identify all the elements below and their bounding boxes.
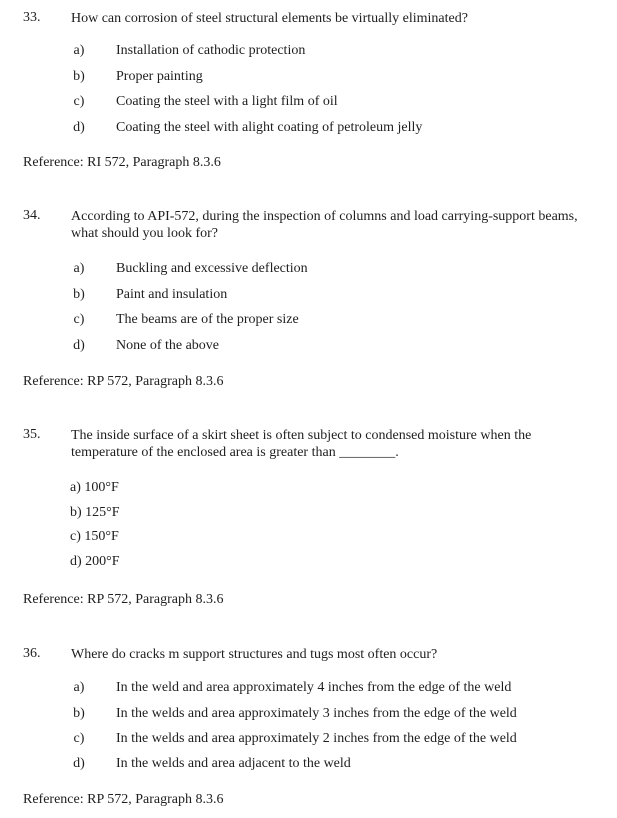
reference: Reference: RP 572, Paragraph 8.3.6 [23,792,224,807]
option-letter: c) [73,94,85,109]
option-d [0,338,617,356]
option-text: Coating the steel with a light film of oil [116,94,338,109]
option-a [0,261,617,279]
option-a: a) 100°F [70,480,119,495]
option-letter: a) [73,261,85,276]
question-number: 33. [23,10,41,25]
option-a [0,680,617,698]
option-letter: d) [73,756,85,771]
option-c [0,94,617,112]
option-c [0,731,617,749]
option-c [0,312,617,330]
option-c: c) 150°F [70,529,119,544]
option-b [0,69,617,87]
option-d [0,756,617,774]
question-number: 34. [23,208,41,223]
option-a [0,43,617,61]
option-letter: a) [73,680,85,695]
option-d [0,120,617,138]
option-letter: d) [73,338,85,353]
option-text: In the weld and area approximately 4 inches from the edge of the weld [116,680,512,695]
option-letter: b) [73,706,85,721]
option-letter: c) [73,312,85,327]
option-text: Buckling and excessive deflection [116,261,308,276]
question-text: Where do cracks m support structures and tugs most often occur? [71,647,438,662]
question-number: 35. [23,427,41,442]
question-text: According to API-572, during the inspection of columns and load carrying-support beams, what should you look for? [71,209,578,241]
option-text: None of the above [116,338,220,353]
option-letter: d) [73,120,85,135]
reference: Reference: RI 572, Paragraph 8.3.6 [23,155,221,170]
option-text: The beams are of the proper size [116,312,299,327]
option-b [0,706,617,724]
option-text: In the welds and area approximately 3 inches from the edge of the weld [116,706,517,721]
option-text: Proper painting [116,69,203,84]
question-text: How can corrosion of steel structural elements be virtually eliminated? [71,11,468,26]
question-number: 36. [23,646,41,661]
question-text: The inside surface of a skirt sheet is often subject to condensed moisture when the temperature of the enclosed area is greater than ________. [71,428,532,460]
option-text: In the welds and area approximately 2 inches from the edge of the weld [116,731,517,746]
option-text: Installation of cathodic protection [116,43,306,58]
reference: Reference: RP 572, Paragraph 8.3.6 [23,592,224,607]
option-letter: c) [73,731,85,746]
option-b [0,287,617,305]
option-letter: b) [73,69,85,84]
option-b: b) 125°F [70,505,120,520]
option-d: d) 200°F [70,554,120,569]
option-letter: b) [73,287,85,302]
reference: Reference: RP 572, Paragraph 8.3.6 [23,374,224,389]
option-text: Paint and insulation [116,287,228,302]
option-letter: a) [73,43,85,58]
option-text: In the welds and area adjacent to the weld [116,756,351,771]
option-text: Coating the steel with alight coating of petroleum jelly [116,120,423,135]
